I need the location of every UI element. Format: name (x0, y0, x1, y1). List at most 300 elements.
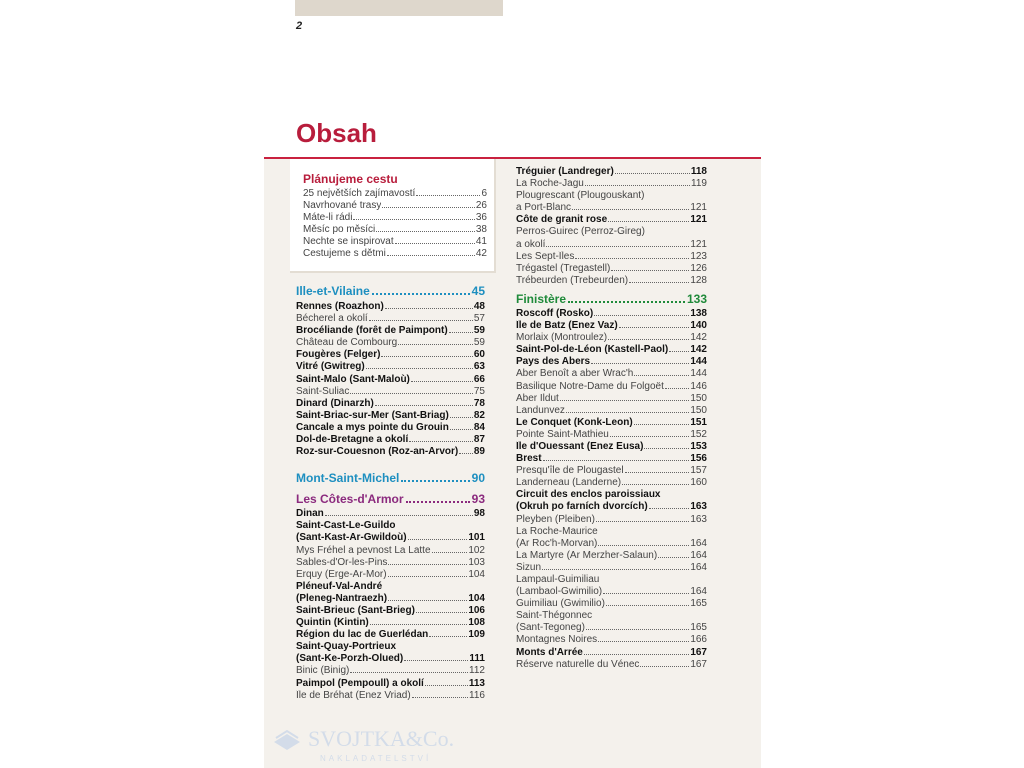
dot-leader (409, 441, 473, 442)
entry-title: Saint-Briac-sur-Mer (Sant-Briag) (296, 409, 449, 421)
entry-page: 164 (690, 561, 707, 573)
entry-page: 167 (690, 646, 707, 658)
entry-title: Máte-li rádi (303, 212, 353, 224)
dot-leader (622, 484, 689, 485)
entry-page: 142 (690, 332, 707, 344)
dot-leader (450, 417, 473, 418)
toc-entry[interactable] (516, 368, 707, 380)
entry-title: Bécherel a okolí (296, 313, 368, 325)
dot-leader (611, 270, 689, 271)
toc-entry[interactable] (296, 434, 485, 446)
toc-entry[interactable] (516, 381, 707, 393)
toc-entry[interactable] (516, 598, 707, 610)
dot-leader (382, 207, 475, 208)
toc-entry[interactable] (296, 398, 485, 410)
page-number: 2 (296, 20, 303, 32)
entry-page: 38 (475, 224, 487, 236)
entry-page: 164 (690, 549, 707, 561)
section-finistere[interactable] (516, 292, 707, 307)
entry-title: Île de Batz (Enez Vaz) (516, 320, 618, 332)
entry-title: Rennes (Roazhon) (296, 301, 384, 312)
toc-entry[interactable] (516, 659, 707, 671)
toc-entry[interactable] (516, 393, 707, 405)
dot-leader (634, 424, 690, 425)
entry-title: Quintin (Kintin) (296, 617, 369, 629)
toc-entry[interactable] (296, 581, 485, 593)
entry-title: a Port-Blanc (516, 202, 572, 214)
entry-title: Saint-Pol-de-Léon (Kastell-Paol) (516, 344, 669, 356)
toc-entry[interactable] (296, 386, 485, 398)
entry-title: Les Sept-Îles (516, 250, 575, 262)
entry-title: Saint-Cast-Le-Guildo (296, 520, 396, 532)
dot-leader (634, 375, 689, 376)
section-cotes-d-armor[interactable] (296, 492, 485, 507)
entry-title: Roz-sur-Couesnon (Roz-an-Arvor) (296, 446, 459, 458)
toc-entry[interactable] (516, 574, 707, 586)
entry-title: a okolí (516, 238, 546, 250)
entry-title: Saint-Malo (Sant-Maloù) (296, 373, 410, 385)
planning-entry[interactable] (303, 188, 487, 200)
entry-page: 160 (690, 477, 707, 489)
toc-entry[interactable] (296, 349, 485, 361)
section-title: Finistère (516, 291, 567, 306)
dot-leader (429, 636, 467, 637)
dot-leader (598, 641, 689, 642)
section-title: Les Côtes-d'Armor (296, 492, 404, 507)
toc-entry[interactable] (296, 641, 485, 653)
planning-entry[interactable] (303, 224, 487, 236)
entry-page: 36 (475, 212, 487, 224)
dot-leader (449, 332, 473, 333)
toc-entry[interactable] (296, 508, 485, 520)
entry-page: 165 (690, 598, 707, 610)
dot-leader (388, 600, 467, 601)
toc-entry[interactable] (516, 429, 707, 441)
toc-entry[interactable] (516, 332, 707, 344)
toc-entry[interactable] (516, 610, 707, 622)
entry-title: Saint-Quay-Portrieux (296, 641, 397, 653)
entry-page: 140 (690, 320, 707, 332)
dot-leader (615, 173, 690, 174)
dot-leader (411, 381, 473, 382)
entry-page: 167 (690, 658, 707, 670)
entry-page: 42 (475, 248, 487, 260)
entry-title: Pléneuf-Val-André (296, 580, 383, 592)
entry-title: Région du lac de Guerlédan (296, 629, 429, 641)
toc-entry[interactable] (516, 405, 707, 417)
toc-entry[interactable] (516, 562, 707, 574)
dot-leader (596, 521, 689, 522)
entry-title: Guimiliau (Gwimilio) (516, 598, 605, 610)
toc-entry[interactable] (516, 477, 707, 489)
entry-title: Roscoff (Rosko) (516, 307, 594, 319)
entry-title: Saint-Brieuc (Sant-Brieg) (296, 604, 415, 616)
section-page: 133 (686, 291, 707, 306)
dot-leader (572, 209, 689, 210)
dot-leader (606, 605, 689, 606)
entry-page: 66 (473, 373, 485, 385)
toc-entry[interactable] (516, 538, 707, 550)
entry-title: Île de Bréhat (Enez Vriad) (296, 689, 411, 701)
toc-entry[interactable] (516, 526, 707, 538)
entry-page: 165 (690, 622, 707, 634)
dot-leader (375, 405, 473, 406)
entry-title: Dol-de-Bretagne a okolí (296, 434, 409, 446)
section-title: Ille-et-Vilaine (296, 284, 370, 298)
dot-leader (370, 624, 468, 625)
toc-entry[interactable] (516, 550, 707, 562)
toc-entry[interactable] (296, 361, 485, 373)
toc-entry[interactable] (296, 653, 485, 665)
entry-page: 119 (691, 178, 707, 190)
entry-page: 163 (690, 513, 707, 525)
entry-title: Presqu'île de Plougastel (516, 465, 624, 477)
section-title: Mont-Saint-Michel (296, 471, 400, 486)
dot-leader (591, 363, 689, 364)
dot-leader (658, 557, 689, 558)
dot-leader (586, 629, 689, 630)
toc-entry[interactable] (296, 593, 485, 605)
dot-leader (412, 697, 468, 698)
entry-page: 89 (473, 446, 485, 458)
entry-title: Le Conquet (Konk-Leon) (516, 416, 633, 428)
dot-leader (395, 243, 475, 244)
toc-entry[interactable] (516, 489, 707, 501)
entry-title: Morlaix (Montroulez) (516, 332, 608, 344)
entry-page: 126 (690, 262, 707, 274)
entry-title: (Sant-Tegoneg) (516, 622, 585, 634)
cotes-list (296, 508, 485, 702)
dot-leader (585, 185, 690, 186)
toc-entry[interactable] (516, 275, 707, 287)
toc-entry[interactable] (516, 647, 707, 659)
section-ille-et-vilaine[interactable] (296, 284, 485, 299)
entry-page: 103 (468, 556, 485, 568)
dot-leader (450, 429, 473, 430)
entry-title: Fougères (Felger) (296, 349, 381, 361)
toc-entry[interactable] (516, 190, 707, 202)
dot-leader (665, 388, 689, 389)
dot-leader (608, 221, 689, 222)
dot-leader (381, 356, 472, 357)
entry-title: Plougrescant (Plougouskant) (516, 190, 645, 202)
toc-entry[interactable] (296, 337, 485, 349)
toc-entry[interactable] (516, 356, 707, 368)
entry-title: Saint-Suliac (296, 385, 350, 397)
entry-page: 118 (690, 166, 707, 177)
toc-entry[interactable] (516, 202, 707, 214)
entry-page: 150 (690, 404, 707, 416)
toc-entry[interactable] (516, 586, 707, 598)
entry-title: Côte de granit rose (516, 214, 608, 226)
entry-page: 26 (475, 200, 487, 212)
entry-page: 164 (690, 537, 707, 549)
entry-page: 151 (690, 416, 707, 428)
section-page: 90 (471, 471, 485, 486)
dot-leader (560, 400, 690, 401)
toc-entry[interactable] (516, 441, 707, 453)
entry-page: 138 (690, 307, 707, 319)
dot-leader (566, 412, 689, 413)
entry-page: 121 (690, 238, 707, 250)
dot-leader (388, 564, 467, 565)
dot-leader (640, 666, 689, 667)
entry-page: 57 (473, 313, 485, 325)
entry-page: 102 (468, 544, 485, 556)
entry-title: Tréguier (Landreger) (516, 166, 614, 177)
entry-title: Trébeurden (Trebeurden) (516, 274, 629, 286)
entry-page: 78 (473, 397, 485, 409)
dot-leader (584, 654, 689, 655)
dot-leader (369, 320, 473, 321)
dot-leader (598, 545, 689, 546)
entry-title: Dinan (296, 508, 324, 520)
dot-leader (376, 231, 475, 232)
watermark-brand: SVOJTKA&Co. (308, 726, 455, 751)
dot-leader (416, 612, 467, 613)
entry-title: Aber Benoît a aber Wrac'h (516, 368, 634, 380)
entry-title: Basilique Notre-Dame du Folgoët (516, 380, 664, 392)
toc-entry[interactable] (296, 520, 485, 532)
entry-title: La Roche-Maurice (516, 525, 598, 537)
dot-leader (459, 453, 473, 454)
toc-entry[interactable] (516, 226, 707, 238)
toc-entry[interactable] (296, 629, 485, 641)
toc-left-column (296, 284, 485, 702)
entry-page: 106 (468, 604, 485, 616)
entry-title: Landerneau (Landerne) (516, 477, 622, 489)
toc-entry[interactable] (516, 501, 707, 513)
dot-leader (404, 660, 468, 661)
entry-title: Cancale a mys pointe du Grouin (296, 421, 449, 433)
entry-page: 98 (473, 508, 485, 520)
entry-page: 87 (473, 434, 485, 446)
toc-entry[interactable] (296, 678, 485, 690)
toc-entry[interactable] (516, 178, 707, 190)
entry-title: Cestujeme s dětmi (303, 248, 386, 260)
toc-entry[interactable] (296, 422, 485, 434)
toc-entry[interactable] (516, 308, 707, 320)
dot-leader (542, 569, 689, 570)
entry-title: (Okruh po farních dvorcích) (516, 501, 648, 513)
toc-entry[interactable] (516, 417, 707, 429)
planning-title: Plánujeme cestu (303, 172, 398, 186)
toc-entry[interactable] (516, 453, 707, 465)
entry-title: Trégastel (Tregastell) (516, 262, 611, 274)
entry-page: 82 (473, 409, 485, 421)
entry-page: 163 (690, 501, 707, 513)
entry-title: Mys Fréhel a pevnost La Latte (296, 544, 431, 556)
entry-title: Pleyben (Pleiben) (516, 513, 595, 525)
dot-leader (350, 393, 473, 394)
entry-title: (Sant-Kast-Ar-Gwildoù) (296, 532, 407, 544)
entry-page: 153 (690, 440, 707, 452)
entry-title: Sables-d'Or-les-Pins (296, 556, 388, 568)
entry-title: Binic (Binig) (296, 665, 350, 677)
entry-page: 48 (473, 301, 485, 312)
entry-title: Erquy (Erge-Ar-Mor) (296, 568, 387, 580)
planning-entry[interactable] (303, 236, 487, 248)
planning-entry[interactable] (303, 212, 487, 224)
toc-entry[interactable] (296, 325, 485, 337)
entry-title: Paimpol (Pempoull) a okolí (296, 677, 424, 689)
cotes-right-list (516, 166, 707, 287)
entry-title: (Ar Roc'h-Morvan) (516, 537, 598, 549)
dot-leader (625, 472, 690, 473)
dot-leader (543, 460, 690, 461)
entry-page: 75 (473, 385, 485, 397)
entry-title: (Pleneg-Nantraezh) (296, 592, 388, 604)
entry-page: 121 (690, 214, 707, 226)
entry-page: 104 (468, 568, 485, 580)
dot-leader (350, 672, 468, 673)
entry-title: La Roche-Jagu (516, 178, 584, 190)
toc-entry[interactable] (296, 532, 485, 544)
dot-leader (353, 219, 474, 220)
toc-entry[interactable] (516, 320, 707, 332)
toc-entry[interactable] (296, 313, 485, 325)
planning-box (290, 159, 496, 273)
entry-page: 6 (481, 188, 487, 199)
entry-title: Château de Combourg (296, 337, 398, 349)
toc-entry[interactable] (296, 605, 485, 617)
dot-leader (432, 552, 468, 553)
header-bar (295, 0, 503, 16)
toc-entry[interactable] (296, 545, 485, 557)
book-logo-icon (272, 728, 302, 752)
entry-page: 60 (473, 349, 485, 361)
toc-entry[interactable] (296, 301, 485, 313)
dot-leader (629, 282, 689, 283)
planning-entry[interactable] (303, 200, 487, 212)
dot-leader (608, 339, 689, 340)
entry-title: Nechte se inspirovat (303, 236, 394, 248)
toc-entry[interactable] (296, 569, 485, 581)
entry-page: 164 (690, 586, 707, 598)
toc-entry[interactable] (516, 239, 707, 251)
dot-leader (387, 255, 475, 256)
dot-leader (644, 448, 689, 449)
entry-page: 41 (475, 236, 487, 248)
entry-page: 156 (690, 453, 707, 465)
entry-title: Brocéliande (forêt de Paimpont) (296, 325, 448, 337)
toc-entry[interactable] (516, 514, 707, 526)
entry-page: 146 (690, 380, 707, 392)
entry-page: 166 (690, 634, 707, 646)
dot-leader (416, 195, 480, 196)
dot-leader (325, 515, 473, 516)
dot-leader (669, 351, 689, 352)
entry-title: Měsíc po měsíci (303, 224, 376, 236)
dot-leader (408, 539, 468, 540)
entry-page: 144 (690, 368, 707, 380)
dot-leader (603, 593, 689, 594)
page-title: Obsah (296, 118, 377, 148)
entry-title: Sizun (516, 561, 542, 573)
entry-page: 113 (468, 677, 485, 689)
planning-list (303, 188, 487, 261)
section-page: 45 (471, 284, 485, 298)
toc-entry[interactable] (296, 617, 485, 629)
entry-page: 63 (473, 361, 485, 373)
dot-leader (649, 508, 690, 509)
entry-title: Saint-Thégonnec (516, 610, 593, 622)
toc-entry[interactable] (516, 344, 707, 356)
toc-entry[interactable] (516, 166, 707, 178)
dot-leader (546, 246, 689, 247)
dot-leader (610, 436, 689, 437)
entry-page: 116 (469, 689, 485, 701)
dot-leader (366, 368, 473, 369)
publisher-watermark (268, 722, 468, 768)
entry-title: (Lambaol-Gwimilio) (516, 586, 603, 598)
toc-entry[interactable] (296, 446, 485, 458)
entry-title: Vitré (Gwitreg) (296, 361, 365, 373)
toc-entry[interactable] (516, 465, 707, 477)
entry-page: 109 (468, 629, 485, 641)
dot-leader (385, 308, 473, 309)
entry-page: 123 (690, 250, 707, 262)
entry-page: 152 (690, 428, 707, 440)
entry-page: 108 (468, 617, 485, 629)
entry-title: 25 největších zajímavostí (303, 188, 416, 199)
entry-page: 59 (473, 337, 485, 349)
entry-page: 157 (690, 465, 707, 477)
toc-right-column (516, 166, 707, 671)
entry-title: Navrhované trasy (303, 200, 382, 212)
toc-entry[interactable] (296, 410, 485, 422)
toc-entry[interactable] (296, 690, 485, 702)
dot-leader (398, 344, 473, 345)
toc-entry[interactable] (516, 634, 707, 646)
entry-title: Montagnes Noires (516, 634, 598, 646)
ille-list (296, 301, 485, 458)
toc-entry[interactable] (296, 374, 485, 386)
planning-entry[interactable] (303, 248, 487, 260)
entry-title: Île d'Ouessant (Enez Eusa) (516, 440, 644, 452)
entry-title: Perros-Guirec (Perroz-Gireg) (516, 226, 645, 238)
entry-title: Dinard (Dinarzh) (296, 397, 374, 409)
watermark-subtitle: NAKLADATELSTVÍ (320, 754, 432, 763)
toc-entry[interactable] (516, 251, 707, 263)
finistere-list (516, 308, 707, 671)
toc-entry[interactable] (296, 557, 485, 569)
toc-entry[interactable] (516, 263, 707, 275)
dot-leader (594, 315, 689, 316)
dot-leader (619, 327, 690, 328)
entry-page: 150 (690, 392, 707, 404)
entry-title: Réserve naturelle du Vénec (516, 658, 640, 670)
entry-page: 101 (468, 532, 485, 544)
toc-entry[interactable] (516, 214, 707, 226)
entry-title: Lampaul-Guimiliau (516, 574, 600, 585)
dot-leader (425, 685, 468, 686)
entry-page: 111 (469, 653, 485, 665)
entry-title: Landunvez (516, 404, 565, 416)
entry-page: 128 (690, 274, 707, 286)
entry-title: (Sant-Ke-Porzh-Olued) (296, 653, 404, 665)
entry-title: Pointe Saint-Mathieu (516, 428, 609, 440)
toc-entry[interactable] (516, 622, 707, 634)
entry-page: 84 (473, 421, 485, 433)
dot-leader (388, 576, 468, 577)
toc-entry[interactable] (296, 665, 485, 677)
entry-title: Aber Ildut (516, 392, 559, 404)
section-page: 93 (471, 492, 485, 507)
section-mont-saint-michel[interactable] (296, 471, 485, 486)
entry-title: Pays des Abers (516, 356, 591, 368)
entry-title: Monts d'Arrée (516, 646, 583, 658)
